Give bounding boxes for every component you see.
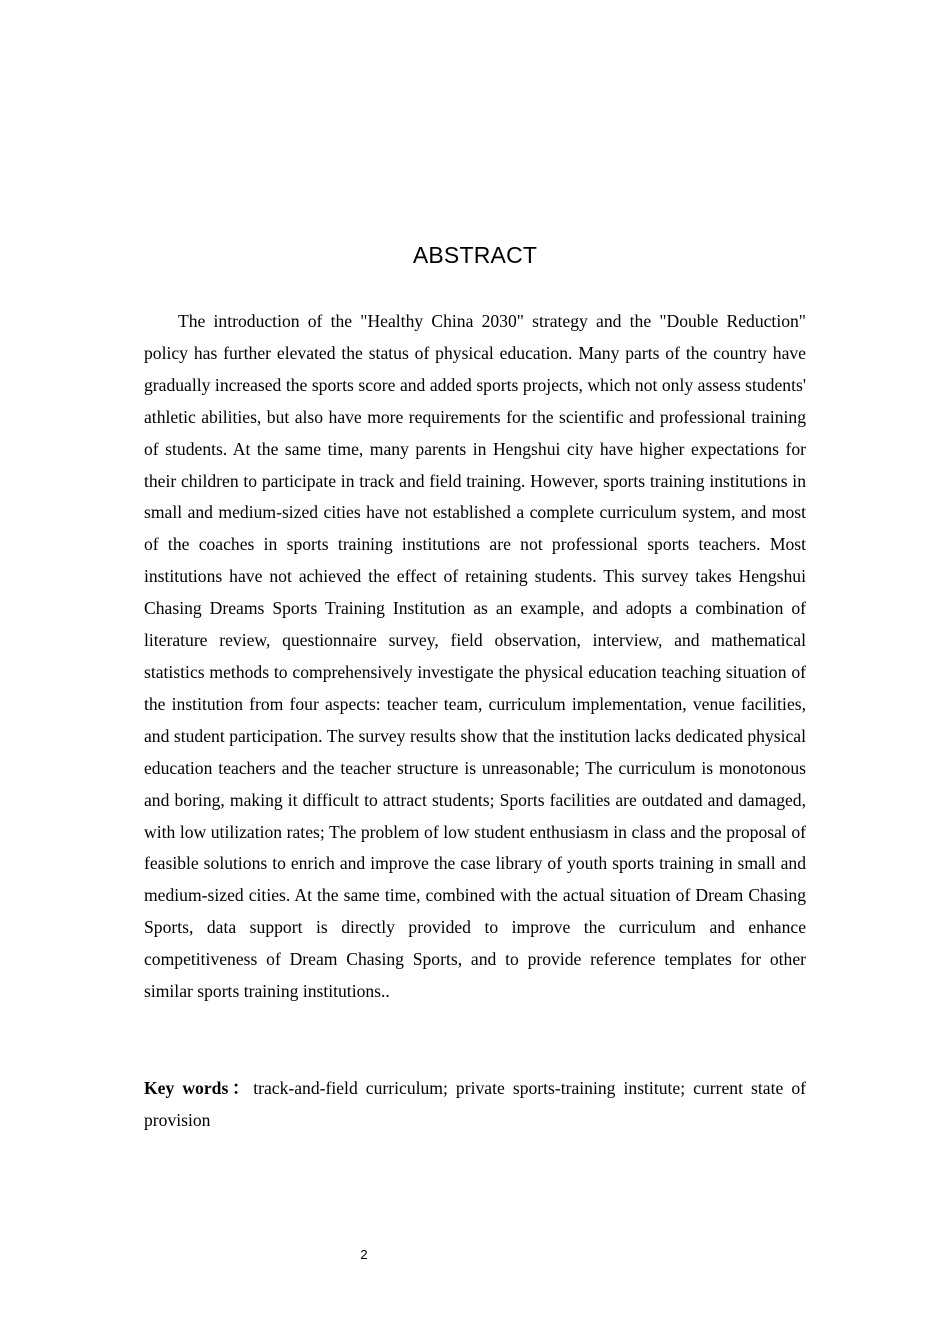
keywords-text: track-and-field curriculum; private sports-training institute; current state of provision bbox=[144, 1078, 806, 1130]
page-number: 2 bbox=[360, 1247, 368, 1262]
abstract-paragraph: The introduction of the "Healthy China 2030" strategy and the "Double Reduction" policy has further elevated the status of physical education. Many parts of the country have gradually increased the sports score and added sports projects, which not only assess students' athletic abilities, but also have more requirements for the scientific and professional training of students. At the same time, many parents in Hengshui city have higher expectations for their children to participate in track and field training. However, sports training institutions in small and medium-sized cities have not established a complete curriculum system, and most of the coaches in sports training institutions are not professional sports teachers. Most institutions have not achieved the effect of retaining students. This survey takes Hengshui Chasing Dreams Sports Training Institution as an example, and adopts a combination of literature review, questionnaire survey, field observation, interview, and mathematical statistics methods to comprehensively investigate the physical education teaching situation of the institution from four aspects: teacher team, curriculum implementation, venue facilities, and student participation. The survey results show that the institution lacks dedicated physical education teachers and the teacher structure is unreasonable; The curriculum is monotonous and boring, making it difficult to attract students; Sports facilities are outdated and damaged, with low utilization rates; The problem of low student enthusiasm in class and the proposal of feasible solutions to enrich and improve the case library of youth sports training in small and medium-sized cities. At the same time, combined with the actual situation of Dream Chasing Sports, data support is directly provided to improve the curriculum and enhance competitiveness of Dream Chasing Sports, and to provide reference templates for other similar sports training institutions.. bbox=[144, 311, 806, 1002]
keywords-line bbox=[144, 1073, 806, 1137]
abstract-title: ABSTRACT bbox=[412, 242, 538, 268]
keywords-label: Key words： bbox=[144, 1078, 254, 1098]
